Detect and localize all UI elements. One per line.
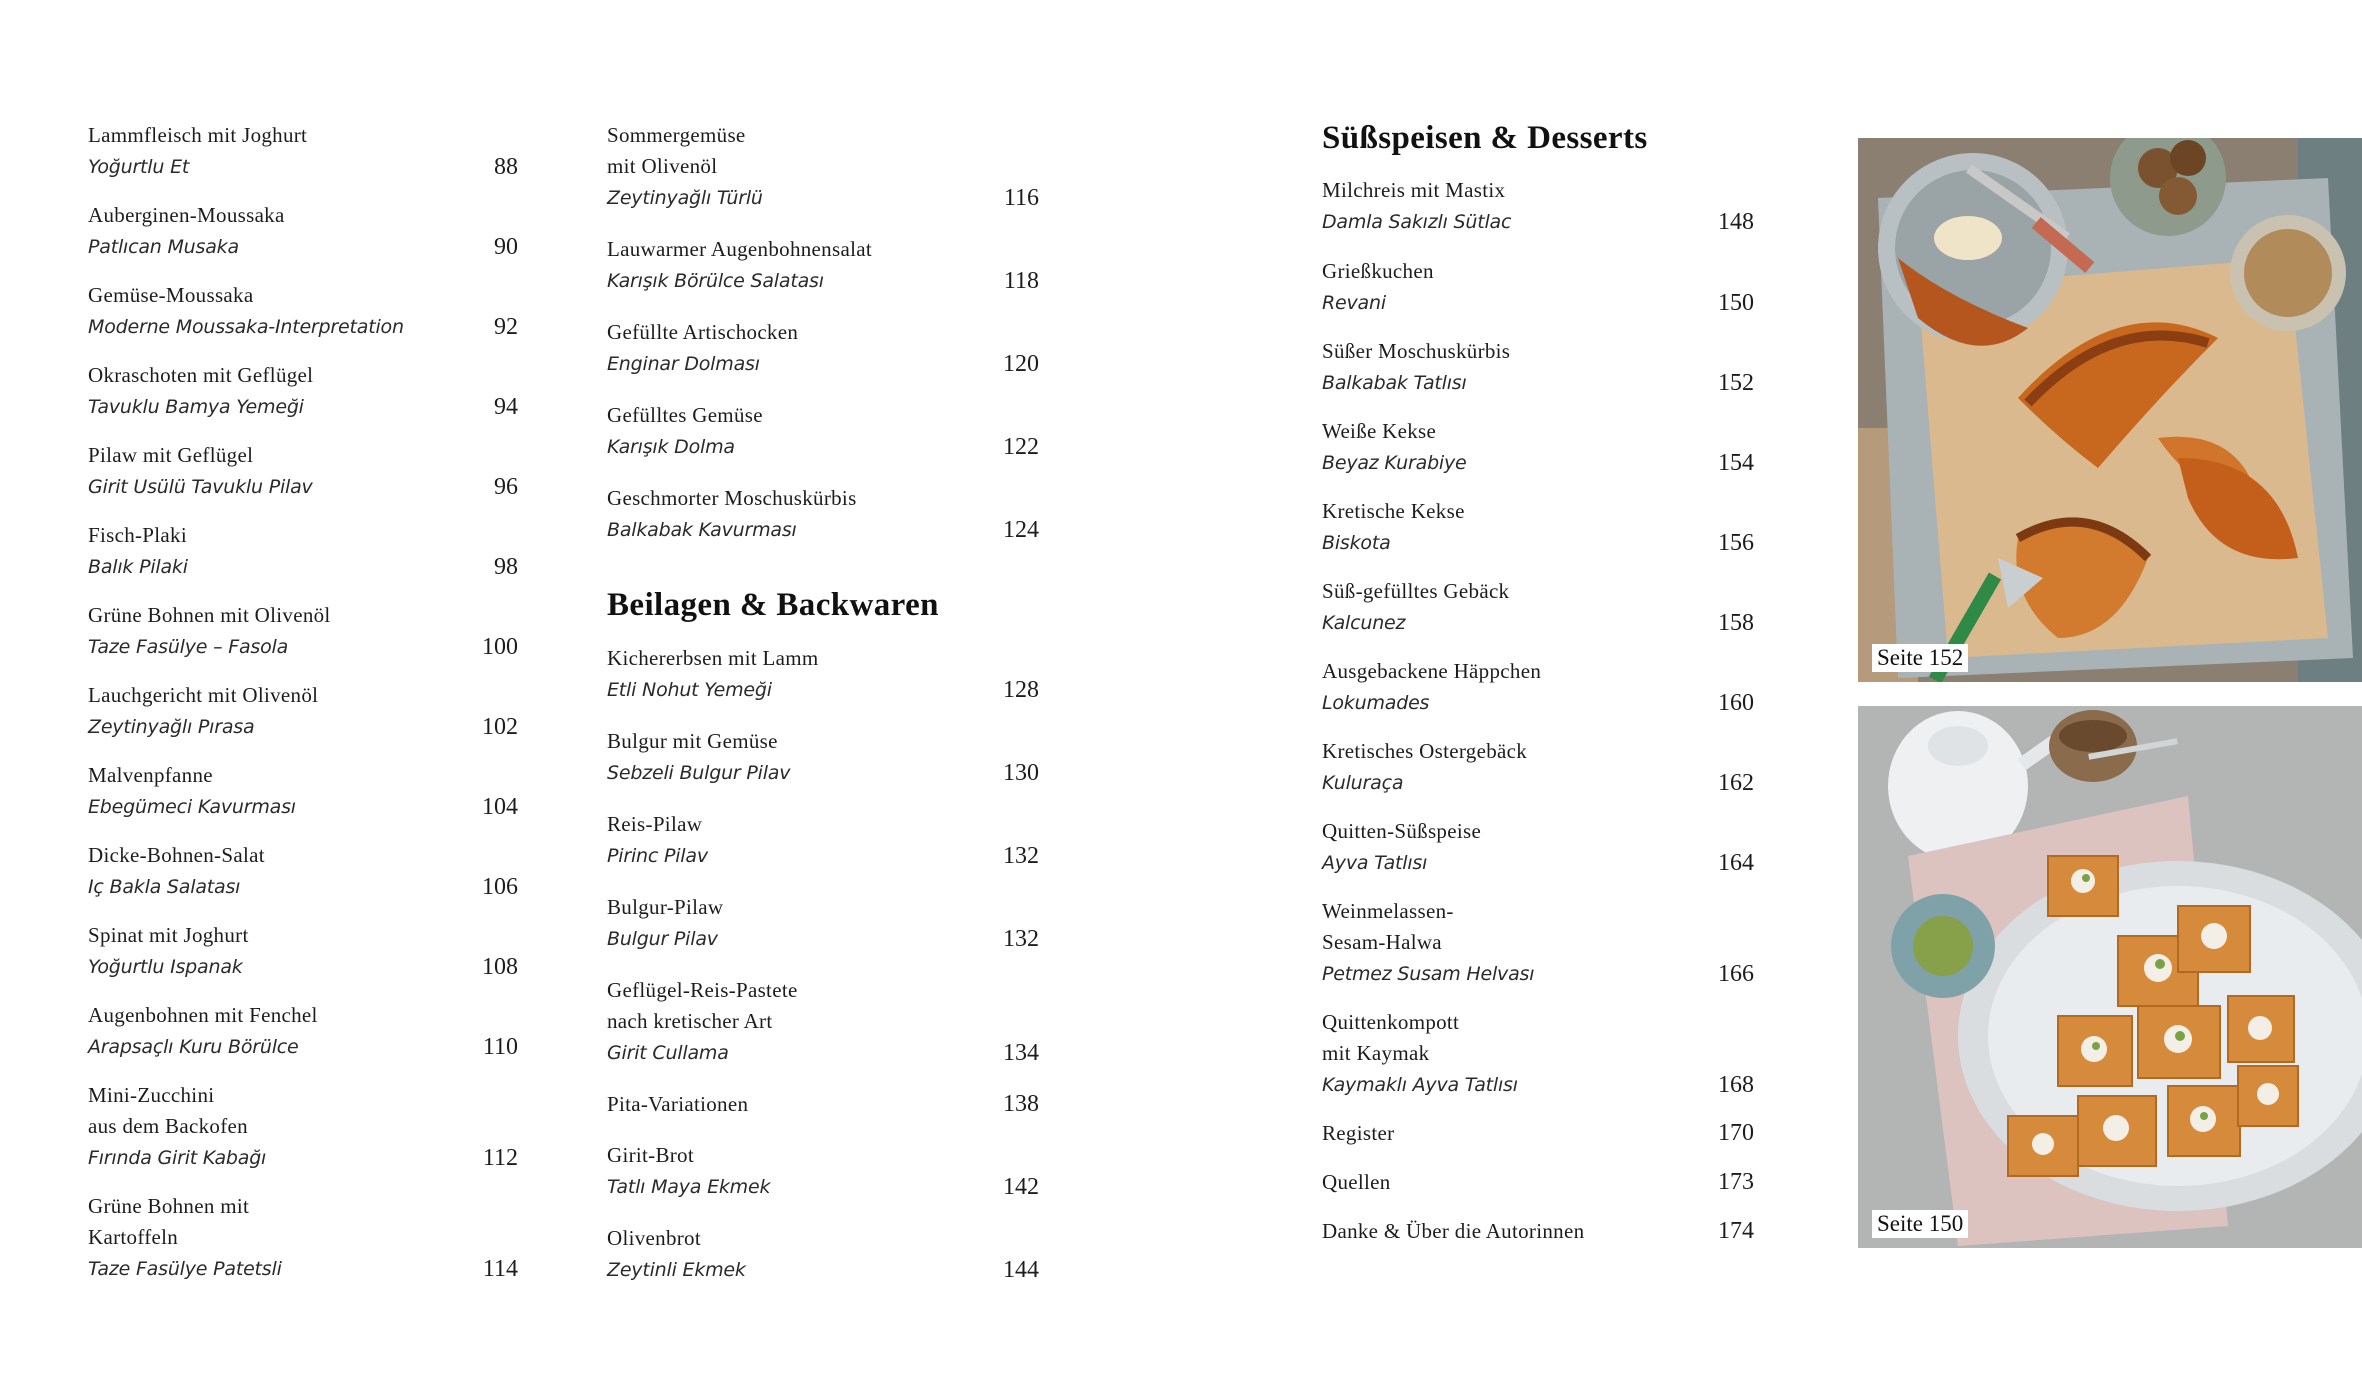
entry-title: Spinat mit Joghurt [88,923,249,947]
entry-page: 128 [1003,677,1039,703]
entry-page: 118 [1003,268,1039,294]
entry-page: 174 [1718,1218,1754,1244]
entry-page: 154 [1718,450,1754,476]
toc-entry [88,280,518,343]
entry-page: 130 [1003,760,1039,786]
pumpkin-illustration [1858,138,2362,682]
toc-entry [88,920,518,983]
entry-page: 156 [1718,530,1754,556]
entry-subtitle: Iç Bakla Salatası [88,876,241,898]
entry-title: Geflügel-Reis-Pastete [607,978,798,1002]
entry-title: Quittenkompott [1322,1010,1460,1034]
toc-entry [1322,736,1754,799]
entry-title: Kichererbsen mit Lamm [607,646,819,670]
entry-subtitle: Moderne Moussaka-Interpretation [88,316,404,338]
entry-title: Olivenbrot [607,1226,701,1250]
entry-title: Grüne Bohnen mit Olivenöl [88,603,331,627]
toc-entry [607,400,1039,463]
entry-title: Sommergemüse [607,123,746,147]
entry-subtitle: Kalcunez [1322,612,1406,634]
entry-subtitle: Bulgur Pilav [607,928,718,950]
toc-entry [607,809,1039,872]
entry-page: 132 [1003,843,1039,869]
entry-title: Gemüse-Moussaka [88,283,254,307]
entry-subtitle: Kaymaklı Ayva Tatlısı [1322,1074,1518,1096]
entry-page: 114 [482,1256,518,1282]
entry-page: 150 [1718,290,1754,316]
entry-page: 170 [1718,1120,1754,1146]
photo-pumpkin [1858,138,2362,682]
toc-entry [1322,1216,1754,1247]
entry-page: 168 [1718,1072,1754,1098]
revani-illustration [1858,706,2362,1248]
toc-entry [607,317,1039,380]
entry-subtitle: Balkabak Tatlısı [1322,372,1467,394]
entry-subtitle: Yoğurtlu Et [88,156,190,178]
toc-entry [607,643,1039,706]
entry-title: Ausgebackene Häppchen [1322,659,1542,683]
entry-subtitle: Tavuklu Bamya Yemeği [88,396,304,418]
entry-page: 104 [482,794,518,820]
entry-subtitle: Girit Cullama [607,1042,729,1064]
entry-title-line2: mit Kaymak [1322,1041,1430,1065]
entry-title: Kretisches Ostergebäck [1322,739,1528,763]
entry-title: Bulgur mit Gemüse [607,729,778,753]
toc-entry [88,840,518,903]
entry-title: Dicke-Bohnen-Salat [88,843,265,867]
entry-title: Grüne Bohnen mit [88,1194,250,1218]
entry-subtitle: Enginar Dolması [607,353,760,375]
toc-entry [88,1191,518,1285]
entry-page: 134 [1003,1040,1039,1066]
toc-entry [607,975,1039,1069]
entry-page: 166 [1718,961,1754,987]
entry-title-line2: nach kretischer Art [607,1009,773,1033]
entry-subtitle: Zeytinyağlı Türlü [607,187,763,209]
entry-subtitle: Lokumades [1322,692,1430,714]
entry-title: Register [1322,1121,1395,1145]
entry-page: 158 [1718,610,1754,636]
entry-subtitle: Petmez Susam Helvası [1322,963,1535,985]
entry-title: Pita-Variationen [607,1092,749,1116]
entry-page: 152 [1718,370,1754,396]
entry-page: 88 [494,154,518,180]
entry-page: 138 [1003,1091,1039,1117]
entry-title: Lauchgericht mit Olivenöl [88,683,319,707]
entry-page: 110 [482,1034,518,1060]
entry-subtitle: Damla Sakızlı Sütlac [1322,211,1512,233]
toc-entry [1322,1007,1754,1101]
toc-entry [1322,496,1754,559]
toc-entry [1322,175,1754,238]
entry-subtitle: Ebegümeci Kavurması [88,796,296,818]
entry-page: 96 [494,474,518,500]
entry-title: Okraschoten mit Geflügel [88,363,314,387]
entry-subtitle: Kuluraça [1322,772,1404,794]
entry-subtitle: Tatlı Maya Ekmek [607,1176,771,1198]
entry-title-line2: aus dem Backofen [88,1114,248,1138]
entry-subtitle: Ayva Tatlısı [1322,852,1428,874]
entry-page: 122 [1003,434,1039,460]
entry-title: Kretische Kekse [1322,499,1465,523]
entry-title: Süßer Moschuskürbis [1322,339,1511,363]
entry-page: 100 [482,634,518,660]
entry-page: 98 [494,554,518,580]
toc-entry [607,1223,1039,1286]
entry-page: 164 [1718,850,1754,876]
section-heading-beilagen: Beilagen & Backwaren [607,587,939,623]
entry-subtitle: Fırında Girit Kabağı [88,1147,267,1169]
entry-page: 142 [1003,1174,1039,1200]
entry-title-line2: mit Olivenöl [607,154,718,178]
entry-title: Reis-Pilaw [607,812,703,836]
toc-entry [1322,256,1754,319]
toc-entry [1322,1118,1754,1149]
entry-title: Mini-Zucchini [88,1083,215,1107]
toc-entry [607,120,1039,214]
entry-page: 106 [482,874,518,900]
entry-page: 132 [1003,926,1039,952]
entry-subtitle: Yoğurtlu Ispanak [88,956,243,978]
entry-subtitle: Sebzeli Bulgur Pilav [607,762,791,784]
entry-page: 144 [1003,1257,1039,1283]
toc-entry [88,440,518,503]
entry-page: 116 [1003,185,1039,211]
entry-title: Lammfleisch mit Joghurt [88,123,308,147]
entry-subtitle: Taze Fasülye – Fasola [88,636,289,658]
photo-caption-top: Seite 152 [1872,644,1968,672]
entry-title: Pilaw mit Geflügel [88,443,254,467]
entry-title: Gefüllte Artischocken [607,320,799,344]
entry-title: Quitten-Süßspeise [1322,819,1482,843]
entry-subtitle: Girit Usülü Tavuklu Pilav [88,476,313,498]
entry-title: Gefülltes Gemüse [607,403,763,427]
toc-entry [607,1089,1039,1120]
entry-page: 112 [482,1145,518,1171]
entry-page: 120 [1003,351,1039,377]
entry-page: 160 [1718,690,1754,716]
toc-entry [88,680,518,743]
entry-title: Weiße Kekse [1322,419,1437,443]
entry-page: 90 [494,234,518,260]
entry-title-line2: Sesam-Halwa [1322,930,1442,954]
toc-entry [88,360,518,423]
toc-entry [1322,1167,1754,1198]
entry-subtitle: Arapsaçlı Kuru Börülce [88,1036,299,1058]
entry-page: 124 [1003,517,1039,543]
entry-title: Geschmorter Moschuskürbis [607,486,857,510]
toc-entry [1322,656,1754,719]
toc-entry [88,1080,518,1174]
photo-revani [1858,706,2362,1248]
entry-title: Grießkuchen [1322,259,1434,283]
toc-entry [1322,816,1754,879]
toc-entry [1322,416,1754,479]
entry-subtitle: Etli Nohut Yemeği [607,679,772,701]
toc-entry [607,234,1039,297]
entry-subtitle: Taze Fasülye Patetsli [88,1258,282,1280]
toc-entry [1322,336,1754,399]
entry-subtitle: Karışık Börülce Salatası [607,270,824,292]
entry-page: 173 [1718,1169,1754,1195]
toc-entry [88,1000,518,1063]
toc-entry [1322,576,1754,639]
toc-entry [88,520,518,583]
entry-title: Weinmelassen- [1322,899,1454,923]
entry-page: 162 [1718,770,1754,796]
entry-subtitle: Beyaz Kurabiye [1322,452,1467,474]
photo-caption-bottom: Seite 150 [1872,1210,1968,1238]
entry-title: Danke & Über die Autorinnen [1322,1219,1585,1243]
toc-entry [88,200,518,263]
entry-title: Malvenpfanne [88,763,213,787]
entry-page: 94 [494,394,518,420]
toc-entry [1322,896,1754,990]
entry-subtitle: Patlıcan Musaka [88,236,239,258]
entry-title: Quellen [1322,1170,1391,1194]
section-heading-desserts: Süßspeisen & Desserts [1322,120,1648,156]
entry-subtitle: Zeytinyağlı Pırasa [88,716,255,738]
toc-entry [88,600,518,663]
entry-page: 92 [494,314,518,340]
entry-subtitle: Zeytinli Ekmek [607,1259,746,1281]
entry-subtitle: Biskota [1322,532,1391,554]
entry-subtitle: Balık Pilaki [88,556,188,578]
entry-subtitle: Revani [1322,292,1386,314]
entry-title: Milchreis mit Mastix [1322,178,1506,202]
entry-subtitle: Balkabak Kavurması [607,519,797,541]
entry-title-line2: Kartoffeln [88,1225,179,1249]
toc-entry [607,483,1039,546]
entry-title: Auberginen-Moussaka [88,203,285,227]
entry-page: 108 [482,954,518,980]
entry-page: 102 [482,714,518,740]
toc-entry [88,760,518,823]
entry-title: Augenbohnen mit Fenchel [88,1003,318,1027]
toc-entry [88,120,518,183]
entry-title: Süß-gefülltes Gebäck [1322,579,1510,603]
entry-title: Girit-Brot [607,1143,694,1167]
toc-entry [607,1140,1039,1203]
entry-title: Bulgur-Pilaw [607,895,724,919]
entry-title: Fisch-Plaki [88,523,187,547]
toc-entry [607,892,1039,955]
entry-subtitle: Karışık Dolma [607,436,735,458]
toc-entry [607,726,1039,789]
entry-page: 148 [1718,209,1754,235]
entry-subtitle: Pirinc Pilav [607,845,708,867]
entry-title: Lauwarmer Augenbohnensalat [607,237,872,261]
